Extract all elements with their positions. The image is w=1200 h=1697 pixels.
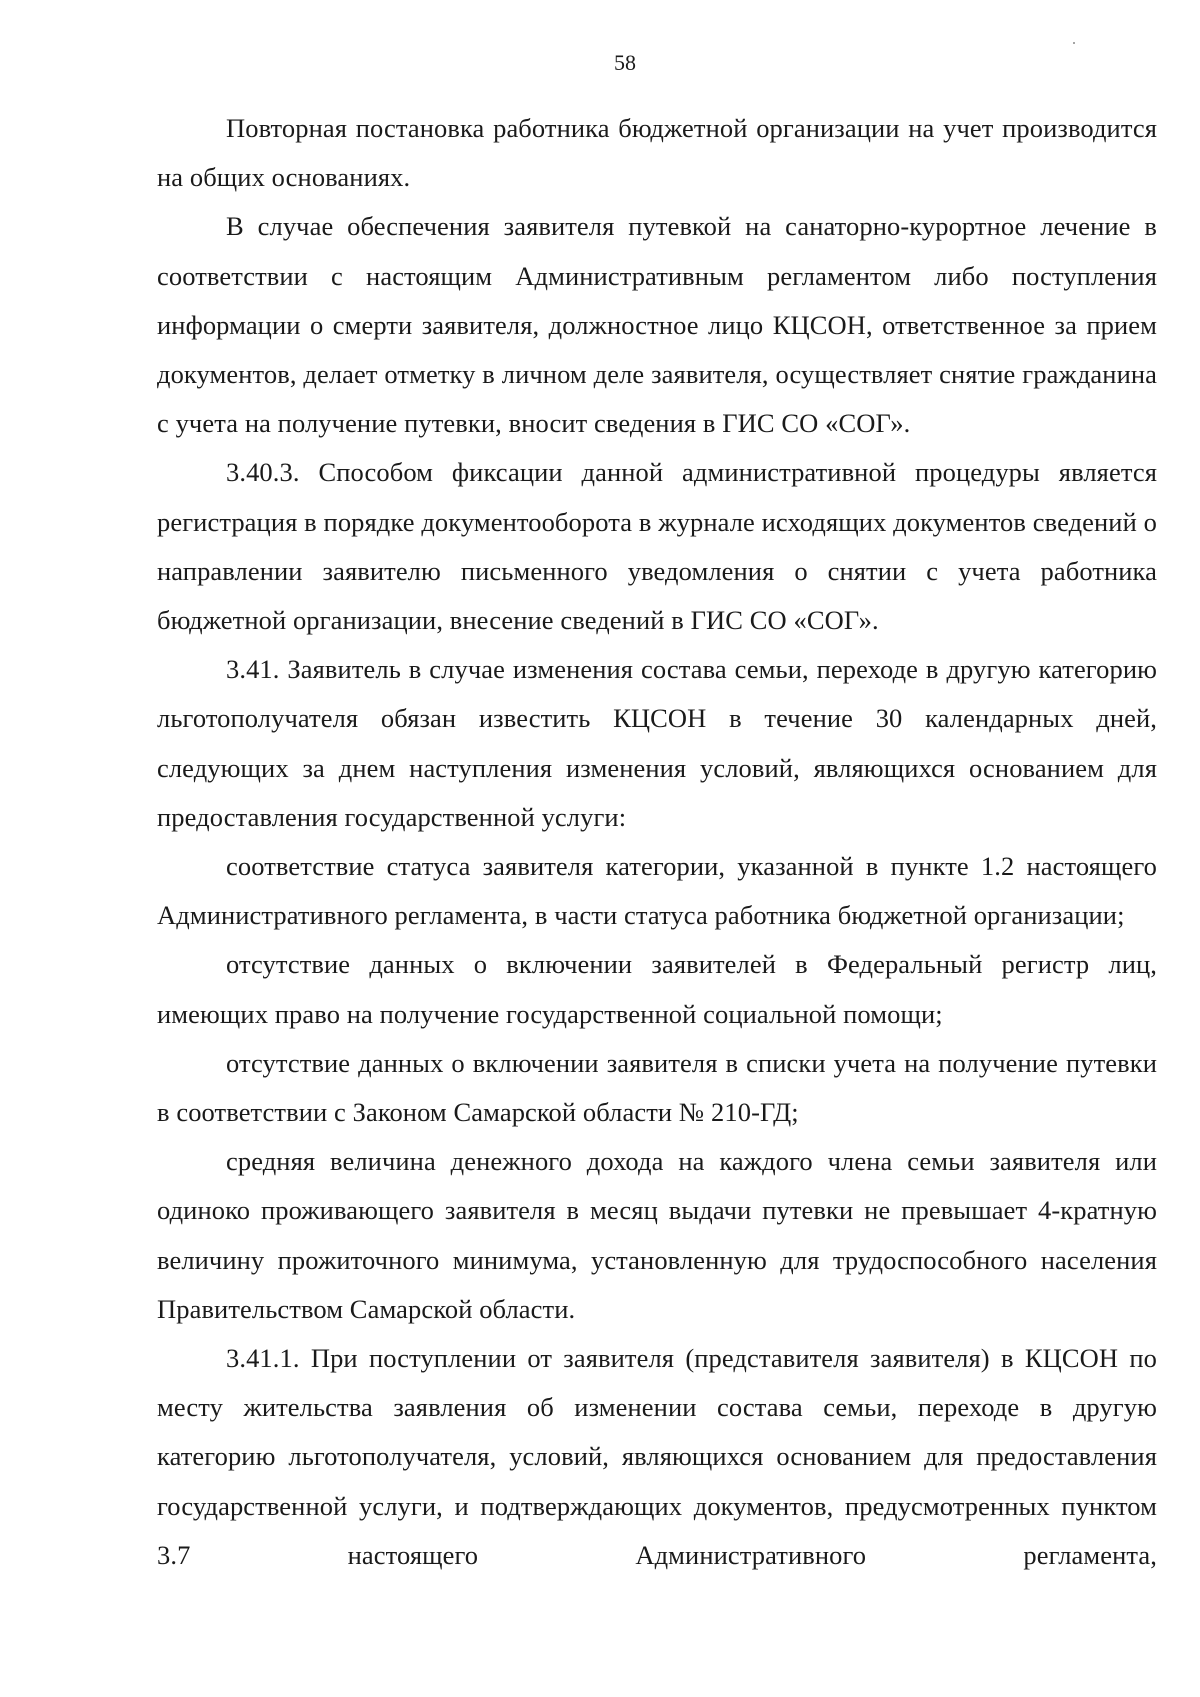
page-number: 58 [614, 50, 636, 75]
paragraph-condition-federal-register: отсутствие данных о включении заявителей в Федеральный регистр лиц, имеющих право на получение государственной социальной помощи; [157, 949, 1157, 1029]
paragraph-condition-lists: отсутствие данных о включении заявителя в списки учета на получение путевки в соответствии с Законом Самарской области № 210-ГД; [157, 1047, 1157, 1128]
paragraph-reregistration: Повторная постановка работника бюджетной организации на учет производится на общих основаниях. [157, 113, 1157, 193]
paragraph-3-41-1: 3.41.1. При поступлении от заявителя (представителя заявителя) в КЦСОН по месту жительства заявления об изменении состава семьи, переходе в другую категорию льготополучателя, условий, являющихся основанием для предоставления государственной услуги, и подтверждающих документов, предусмотренных пунктом 3.7 настоящего Административного регламента, [157, 1343, 1157, 1570]
paragraph-condition-income: средняя величина денежного дохода на каждого члена семьи заявителя или одиноко проживающего заявителя в месяц выдачи путевки не превышает 4-кратную величину прожиточного минимума, установленную для трудоспособного населения Правительством Самарской области. [157, 1146, 1157, 1324]
scan-artifact-dot [1073, 42, 1075, 44]
body-text [157, 104, 1157, 1580]
paragraph-condition-status: соответствие статуса заявителя категории, указанной в пункте 1.2 настоящего Административного регламента, в части статуса работника бюджетной организации; [157, 851, 1157, 931]
paragraph-3-41: 3.41. Заявитель в случае изменения состава семьи, переходе в другую категорию льготополучателя обязан известить КЦСОН в течение 30 календарных дней, следующих за днем наступления изменения условий, являющихся основанием для предоставления государственной услуги: [157, 654, 1157, 832]
paragraph-deregistration: В случае обеспечения заявителя путевкой на санаторно-курортное лечение в соответствии с настоящим Административным регламентом либо поступления информации о смерти заявителя, должностное лицо КЦСОН, ответственное за прием документов, делает отметку в личном деле заявителя, осуществляет снятие гражданина с учета на получение путевки, вносит сведения в ГИС СО «СОГ». [157, 211, 1157, 439]
paragraph-3-40-3: 3.40.3. Способом фиксации данной административной процедуры является регистрация в порядке документооборота в журнале исходящих документов сведений о направлении заявителю письменного уведомления о снятии с учета работника бюджетной организации, внесение сведений в ГИС СО «СОГ». [157, 457, 1157, 636]
